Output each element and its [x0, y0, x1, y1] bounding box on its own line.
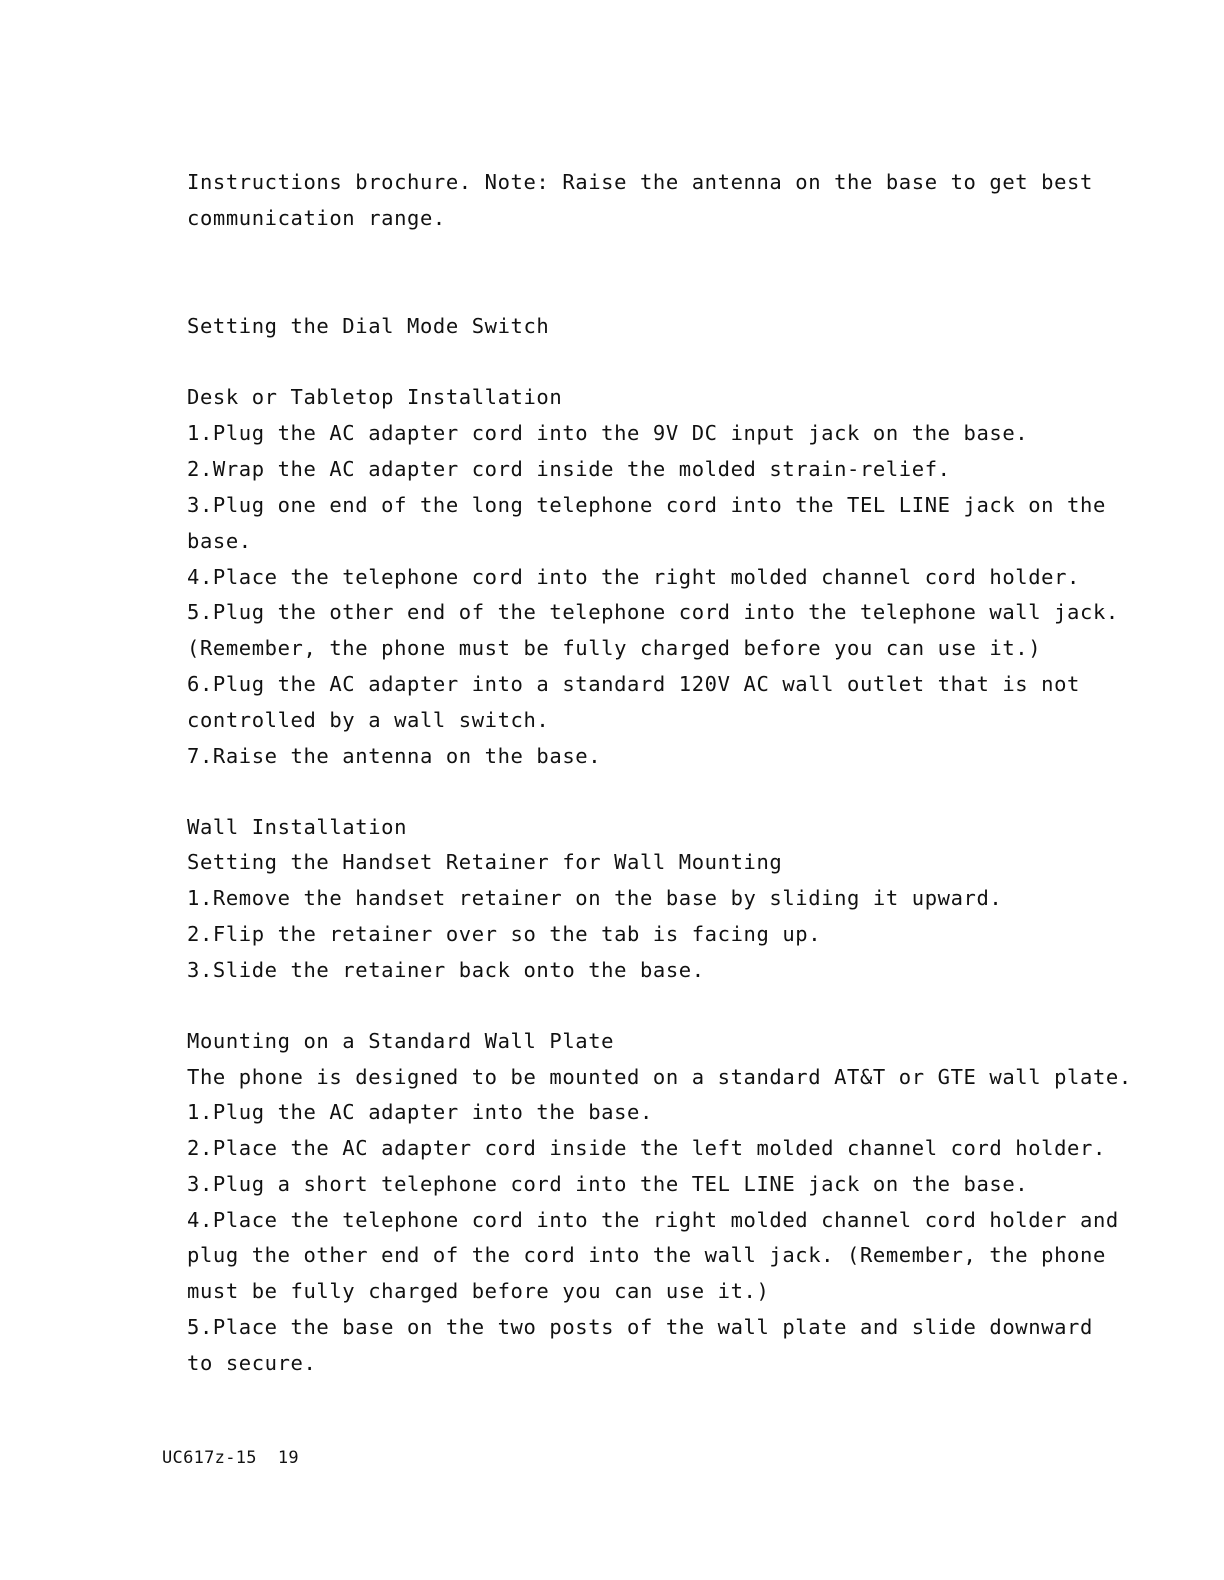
plate-step-line: to secure. — [187, 1351, 317, 1375]
plate-step-line: must be fully charged before you can use it.) — [187, 1279, 770, 1303]
section-heading-wall: Wall Installation — [187, 815, 408, 839]
plate-step-line: 4.Place the telephone cord into the right molded channel cord holder and — [187, 1208, 1119, 1232]
section-heading-desk: Desk or Tabletop Installation — [187, 385, 563, 409]
desk-step-line: 4.Place the telephone cord into the right molded channel cord holder. — [187, 565, 1081, 589]
wall-step-line: 2.Flip the retainer over so the tab is facing up. — [187, 922, 822, 946]
desk-step-line: 5.Plug the other end of the telephone cord into the telephone wall jack. — [187, 600, 1119, 624]
plate-step-line: 3.Plug a short telephone cord into the TEL LINE jack on the base. — [187, 1172, 1029, 1196]
desk-step-line: 2.Wrap the AC adapter cord inside the molded strain-relief. — [187, 457, 951, 481]
plate-step-line: 2.Place the AC adapter cord inside the left molded channel cord holder. — [187, 1136, 1106, 1160]
desk-step-line: base. — [187, 529, 252, 553]
wall-step-line: 3.Slide the retainer back onto the base. — [187, 958, 705, 982]
desk-step-line: 7.Raise the antenna on the base. — [187, 744, 602, 768]
wall-step-line: 1.Remove the handset retainer on the base by sliding it upward. — [187, 886, 1003, 910]
page-footer: UC617z-15 19 — [162, 1448, 299, 1468]
section-heading-dial-mode: Setting the Dial Mode Switch — [187, 314, 550, 338]
desk-step-line: 6.Plug the AC adapter into a standard 120V AC wall outlet that is not — [187, 672, 1081, 696]
desk-step-line: controlled by a wall switch. — [187, 708, 550, 732]
intro-line: communication range. — [187, 206, 446, 230]
desk-step-line: 3.Plug one end of the long telephone cord into the TEL LINE jack on the — [187, 493, 1106, 517]
plate-step-line: plug the other end of the cord into the wall jack. (Remember, the phone — [187, 1243, 1106, 1267]
plate-step-line: 5.Place the base on the two posts of the wall plate and slide downward — [187, 1315, 1093, 1339]
desk-step-line: (Remember, the phone must be fully charged before you can use it.) — [187, 636, 1042, 660]
plate-step-line: 1.Plug the AC adapter into the base. — [187, 1100, 653, 1124]
section-heading-wall-plate: Mounting on a Standard Wall Plate — [187, 1029, 615, 1053]
intro-line: Instructions brochure. Note: Raise the antenna on the base to get best — [187, 170, 1093, 194]
plate-step-line: The phone is designed to be mounted on a standard AT&T or GTE wall plate. — [187, 1065, 1132, 1089]
section-subheading-retainer: Setting the Handset Retainer for Wall Mounting — [187, 850, 783, 874]
desk-step-line: 1.Plug the AC adapter cord into the 9V DC input jack on the base. — [187, 421, 1029, 445]
